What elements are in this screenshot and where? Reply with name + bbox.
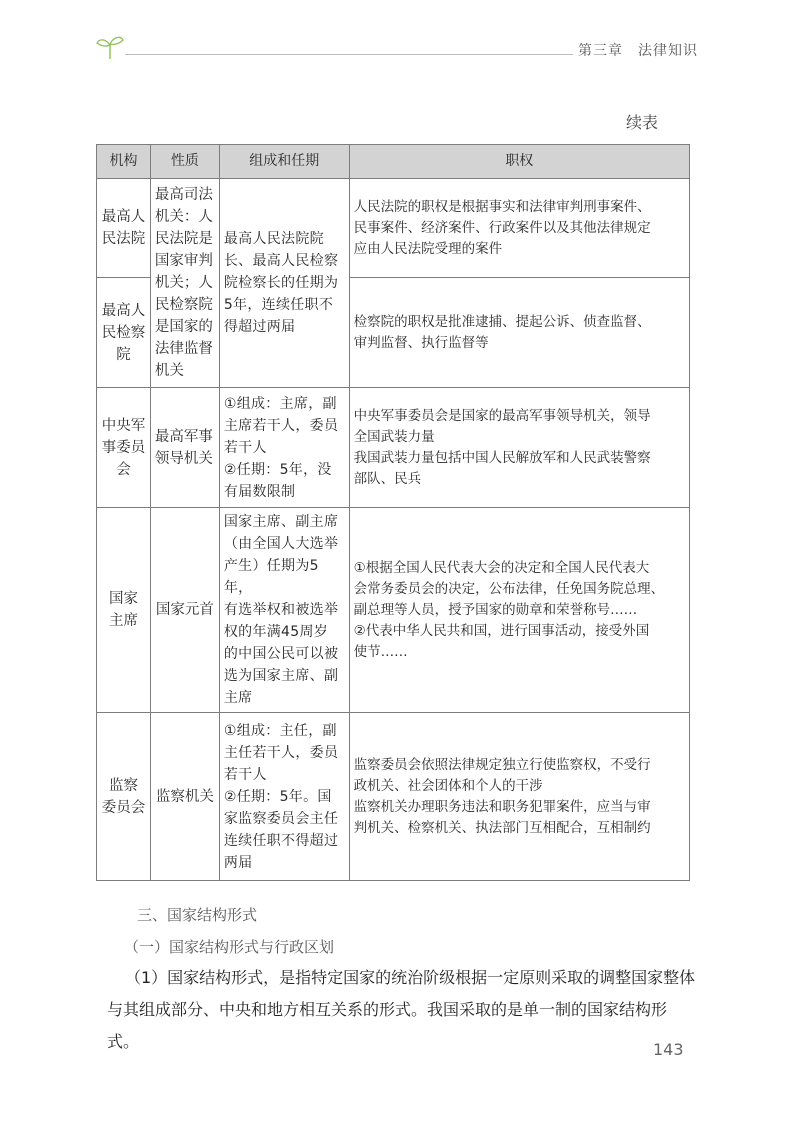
nature-cell: 最高军事 领导机关: [150, 388, 219, 508]
page-number: 143: [653, 1040, 684, 1059]
nature-cell: 最高司法 机关：人 民法院是 国家审判 机关；人 民检察院 是国家的 法律监督 机关: [150, 179, 219, 388]
header-rule: [125, 54, 573, 55]
institutions-table: [96, 144, 690, 881]
table-row: [97, 713, 690, 881]
body-paragraph: （1）国家结构形式，是指特定国家的统治阶级根据一定原则采取的调整国家整体 与其组成部分、中央和地方相互关系的形式。我国采取的是单一制的国家结构形式。: [107, 968, 696, 1051]
duties-cell: 中央军事委员会是国家的最高军事领导机关，领导 全国武装力量 我国武装力量包括中国人民解放军和人民武装警察 部队、民兵: [349, 388, 689, 508]
column-header-org: 机构: [97, 145, 151, 179]
section-heading: 三、国家结构形式: [137, 906, 258, 924]
table-row: [97, 179, 690, 278]
table-header-row: [97, 145, 690, 179]
sprout-icon: [95, 34, 125, 60]
duties-cell: 人民法院的职权是根据事实和法律审判刑事案件、 民事案件、经济案件、行政案件以及其他法律规定 应由人民法院受理的案件: [349, 179, 689, 278]
running-header: [95, 34, 698, 64]
composition-cell: 国家主席、副主席 （由全国人大选举 产生）任期为5年， 有选举权和被选举 权的年满45周岁 的中国公民可以被 选为国家主席、副 主席: [219, 508, 349, 713]
composition-cell: 最高人民法院院 长、最高人民检察 院检察长的任期为 5年，连续任职不 得超过两届: [219, 179, 349, 388]
table-row: [97, 388, 690, 508]
composition-cell: ①组成：主任，副 主任若干人，委员 若干人 ②任期：5年。国 家监察委员会主任 连续任职不得超过 两届: [219, 713, 349, 881]
org-cell: 最高人 民检察 院: [97, 278, 151, 388]
org-cell: 中央军 事委员 会: [97, 388, 151, 508]
org-cell: 监察 委员会: [97, 713, 151, 881]
subsection-heading: （一）国家结构形式与行政区划: [124, 938, 335, 956]
column-header-nature: 性质: [150, 145, 219, 179]
column-header-duties: 职权: [349, 145, 689, 179]
column-header-composition: 组成和任期: [219, 145, 349, 179]
org-cell: 最高人 民法院: [97, 179, 151, 278]
duties-cell: 监察委员会依照法律规定独立行使监察权，不受行 政机关、社会团体和个人的干涉 监察机关办理职务违法和职务犯罪案件，应当与审 判机关、检察机关、执法部门互相配合，互相制约: [349, 713, 689, 881]
nature-cell: 监察机关: [150, 713, 219, 881]
nature-cell: 国家元首: [150, 508, 219, 713]
composition-cell: ①组成：主席，副 主席若干人，委员 若干人 ②任期：5年，没 有届数限制: [219, 388, 349, 508]
duties-cell: ①根据全国人民代表大会的决定和全国人民代表大 会常务委员会的决定，公布法律，任免国务院总理、 副总理等人员，授予国家的勋章和荣誉称号…… ②代表中华人民共和国，进行国事活动，接受外国 使节……: [349, 508, 689, 713]
duties-cell: 检察院的职权是批准逮捕、提起公诉、侦查监督、 审判监督、执行监督等: [349, 278, 689, 388]
table-continued-label: 续表: [626, 113, 659, 132]
table-row: [97, 508, 690, 713]
org-cell: 国家 主席: [97, 508, 151, 713]
chapter-title: 第三章 法律知识: [578, 43, 698, 59]
